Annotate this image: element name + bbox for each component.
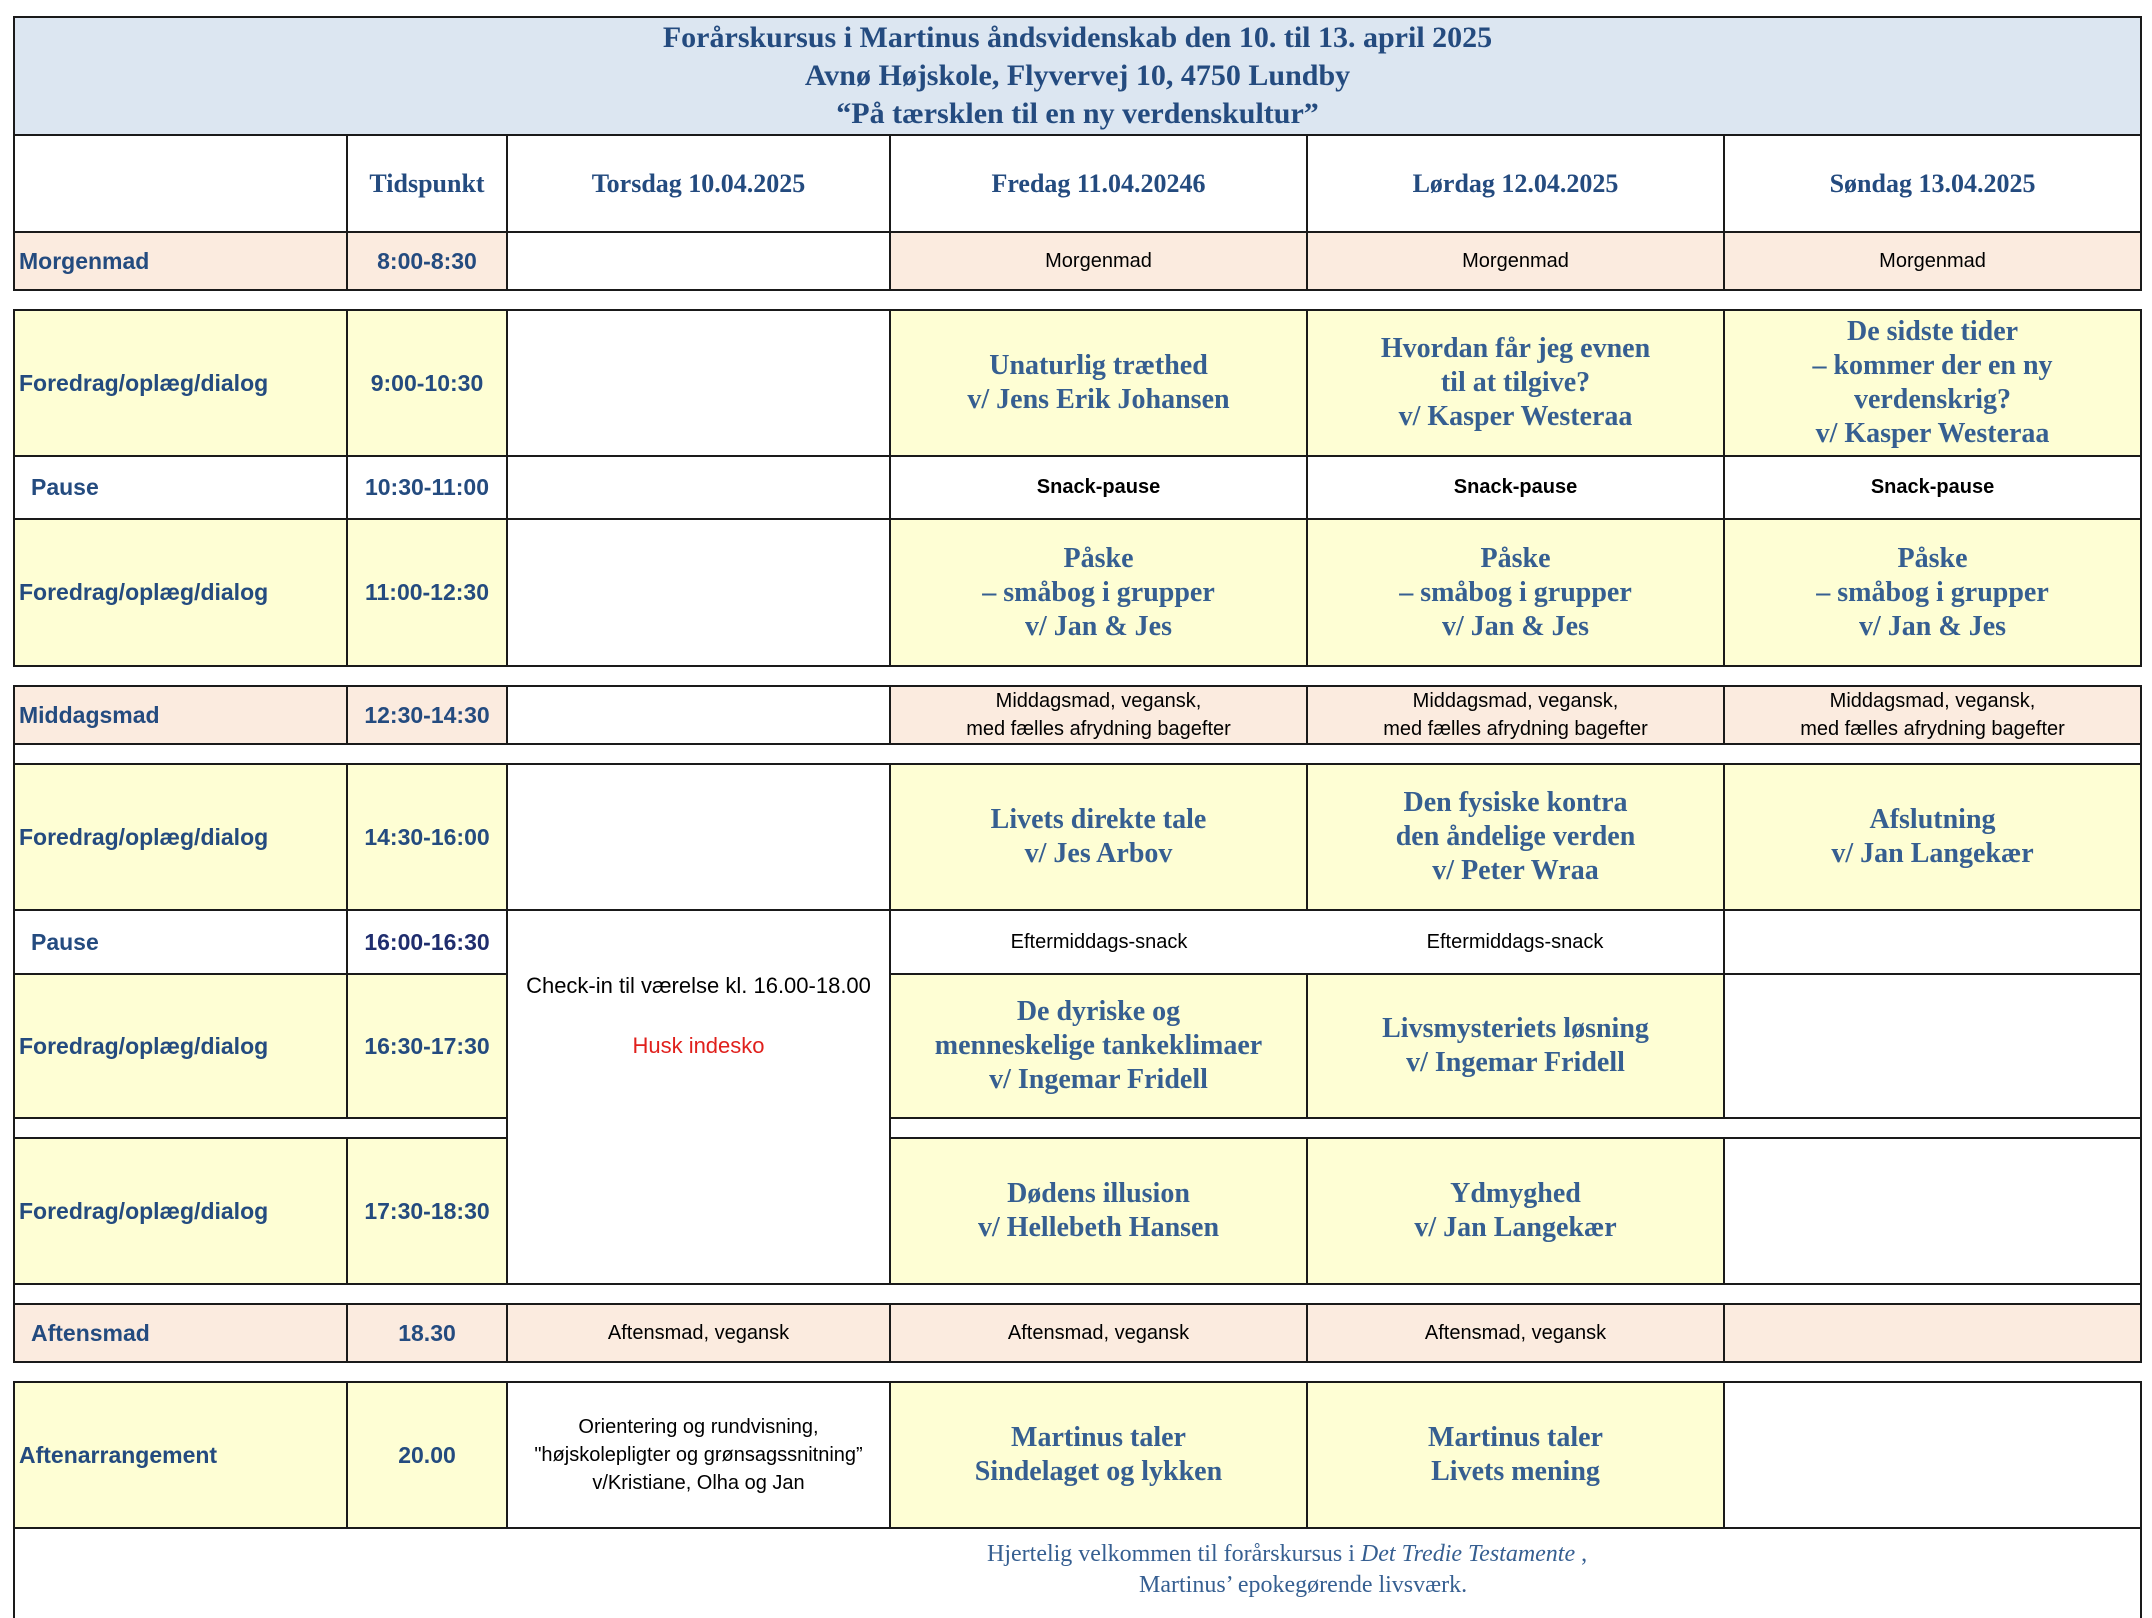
row-talk-5 <box>14 1138 2141 1284</box>
empty-cell <box>1724 974 2141 1118</box>
talk-saturday <box>1307 764 1724 910</box>
talk-title: Påske <box>1897 542 1968 574</box>
spacer-row <box>14 666 2141 686</box>
cell-thursday: Aftensmad, vegansk <box>507 1304 890 1362</box>
talk-title: Hvordan får jeg evnen <box>1380 333 1651 364</box>
cell-sunday: Snack-pause <box>1724 456 2141 519</box>
spacer-row <box>14 744 2141 764</box>
welcome-text <box>15 1539 2140 1601</box>
row-evening <box>14 1382 2141 1528</box>
course-theme: “På tærsklen til en ny verdenskultur” <box>836 97 1319 130</box>
spacer-row <box>14 290 2141 310</box>
evening-line: "højskolepligter og grønsagssnitning” <box>534 1444 863 1466</box>
row-time: 14:30-16:00 <box>347 764 507 910</box>
row-breakfast <box>14 232 2141 290</box>
talk-title-cont: – småbog i grupper <box>982 576 1215 608</box>
empty-cell <box>1724 910 2141 974</box>
talk-title-cont: – småbog i grupper <box>1816 576 2049 608</box>
row-time: 8:00-8:30 <box>347 232 507 290</box>
talk-title: Påske <box>1063 542 1134 574</box>
row-label: Foredrag/oplæg/dialog <box>14 310 347 456</box>
course-title-block <box>14 17 2141 135</box>
header-friday: Fredag 11.04.20246 <box>890 135 1307 232</box>
row-time: 11:00-12:30 <box>347 519 507 666</box>
cell-sunday <box>1724 686 2141 744</box>
talk-speaker: v/ Jan & Jes <box>1859 610 2007 642</box>
row-label: Foredrag/oplæg/dialog <box>14 1138 347 1284</box>
cell-thursday <box>507 1382 890 1528</box>
empty-cell <box>507 519 890 666</box>
talk-title: Unaturlig træthed <box>989 350 1208 381</box>
row-talk-3 <box>14 764 2141 910</box>
talk-friday <box>890 974 1307 1118</box>
talk-title-cont: til at tilgive? <box>1440 367 1591 398</box>
talk-friday <box>890 310 1307 456</box>
talk-title: De dyriske og <box>1016 996 1181 1027</box>
talk-subtitle: Sindelaget og lykken <box>974 1456 1223 1487</box>
header-time: Tidspunkt <box>347 135 507 232</box>
welcome-line-2: Martinus’ epokegørende livsværk. <box>1139 1572 1468 1598</box>
talk-friday <box>890 1382 1307 1528</box>
row-dinner <box>14 1304 2141 1362</box>
talk-speaker: v/ Jan Langekær <box>1831 838 2034 869</box>
meal-line: med fælles afrydning bagefter <box>1800 718 2065 740</box>
talk-speaker: v/ Jes Arbov <box>1024 838 1173 869</box>
row-talk-1 <box>14 310 2141 456</box>
schedule-frame <box>13 16 2140 1612</box>
header-sunday: Søndag 13.04.2025 <box>1724 135 2141 232</box>
header-thursday: Torsdag 10.04.2025 <box>507 135 890 232</box>
meal-line: med fælles afrydning bagefter <box>966 718 1231 740</box>
column-header-row <box>14 135 2141 232</box>
row-time: 16:00-16:30 <box>347 910 507 974</box>
row-label: Pause <box>14 456 347 519</box>
talk-speaker: v/ Jan Langekær <box>1414 1212 1617 1243</box>
meal-line: Middagsmad, vegansk, <box>995 690 1202 712</box>
empty-cell <box>507 310 890 456</box>
row-time: 16:30-17:30 <box>347 974 507 1118</box>
talk-saturday <box>1307 1138 1724 1284</box>
talk-speaker: v/ Ingemar Fridell <box>989 1064 1208 1095</box>
header-saturday: Lørdag 12.04.2025 <box>1307 135 1724 232</box>
row-label: Morgenmad <box>14 232 347 290</box>
talk-title: Den fysiske kontra <box>1403 787 1628 818</box>
evening-line: Orientering og rundvisning, <box>578 1416 819 1438</box>
empty-cell <box>1724 1304 2141 1362</box>
cell-friday: Morgenmad <box>890 232 1307 290</box>
checkin-text: Check-in til værelse kl. 16.00-18.00 <box>526 973 871 998</box>
empty-cell <box>507 232 890 290</box>
row-footer <box>14 1528 2141 1618</box>
row-time: 9:00-10:30 <box>347 310 507 456</box>
row-lunch <box>14 686 2141 744</box>
row-label: Foredrag/oplæg/dialog <box>14 519 347 666</box>
talk-title: De sidste tider <box>1846 316 2019 347</box>
spacer-row <box>14 1118 2141 1138</box>
checkin-note: Husk indesko <box>632 1033 765 1058</box>
cell-friday <box>890 686 1307 744</box>
empty-cell <box>507 764 890 910</box>
row-time: 12:30-14:30 <box>347 686 507 744</box>
row-talk-2 <box>14 519 2141 666</box>
talk-speaker: v/ Kasper Westeraa <box>1815 418 2050 449</box>
cell-saturday: Eftermiddags-snack <box>1307 910 1724 974</box>
checkin-cell <box>507 910 890 1284</box>
book-title: Det Tredie Testamente <box>1360 1541 1576 1567</box>
talk-title: Påske <box>1480 542 1551 574</box>
row-label: Aftenarrangement <box>14 1382 347 1528</box>
talk-speaker: v/ Jan & Jes <box>1442 610 1589 642</box>
talk-saturday <box>1307 310 1724 456</box>
cell-saturday: Snack-pause <box>1307 456 1724 519</box>
evening-line: v/Kristiane, Olha og Jan <box>592 1472 805 1494</box>
talk-title-cont: den åndelige verden <box>1395 821 1636 852</box>
row-label: Foredrag/oplæg/dialog <box>14 974 347 1118</box>
row-label: Foredrag/oplæg/dialog <box>14 764 347 910</box>
talk-speaker: v/ Kasper Westeraa <box>1398 401 1633 432</box>
row-label: Aftensmad <box>14 1304 347 1362</box>
row-label: Middagsmad <box>14 686 347 744</box>
footer-cell <box>14 1528 2141 1618</box>
talk-title: Dødens illusion <box>1007 1178 1190 1209</box>
row-time: 10:30-11:00 <box>347 456 507 519</box>
row-label: Pause <box>14 910 347 974</box>
cell-friday: Eftermiddags-snack <box>890 910 1307 974</box>
cell-saturday: Morgenmad <box>1307 232 1724 290</box>
talk-title: Afslutning <box>1869 804 1996 835</box>
cell-friday: Aftensmad, vegansk <box>890 1304 1307 1362</box>
cell-friday: Snack-pause <box>890 456 1307 519</box>
talk-title: Martinus taler <box>1011 1422 1186 1453</box>
row-pause-2 <box>14 910 2141 974</box>
cell-saturday: Aftensmad, vegansk <box>1307 1304 1724 1362</box>
talk-speaker: v/ Ingemar Fridell <box>1406 1047 1625 1078</box>
cell-sunday: Morgenmad <box>1724 232 2141 290</box>
meal-line: Middagsmad, vegansk, <box>1412 690 1619 712</box>
talk-title-cont: menneskelige tankeklimaer <box>934 1030 1263 1061</box>
talk-sunday <box>1724 519 2141 666</box>
talk-title: Livets direkte tale <box>990 804 1207 835</box>
talk-title: Livsmysteriets løsning <box>1382 1013 1649 1044</box>
talk-title: Ydmyghed <box>1450 1178 1581 1209</box>
talk-title-cont: – kommer der en ny <box>1812 350 2053 381</box>
blank-header-cell <box>14 135 347 232</box>
course-title: Forårskursus i Martinus åndsvidenskab den 10. til 13. april 2025 <box>662 21 1493 54</box>
talk-saturday <box>1307 519 1724 666</box>
empty-cell <box>1724 1138 2141 1284</box>
row-talk-4 <box>14 974 2141 1118</box>
talk-title: Martinus taler <box>1428 1422 1603 1453</box>
talk-subtitle: Livets mening <box>1431 1456 1600 1487</box>
talk-speaker: v/ Jens Erik Johansen <box>967 384 1230 415</box>
talk-title-cont: verdenskrig? <box>1853 384 2012 415</box>
welcome-line-1-end: , <box>1575 1541 1588 1567</box>
meal-line: Middagsmad, vegansk, <box>1829 690 2036 712</box>
row-time: 20.00 <box>347 1382 507 1528</box>
talk-title-cont: – småbog i grupper <box>1399 576 1632 608</box>
empty-cell <box>1724 1382 2141 1528</box>
meal-line: med fælles afrydning bagefter <box>1383 718 1648 740</box>
talk-sunday <box>1724 764 2141 910</box>
empty-cell <box>507 686 890 744</box>
empty-cell <box>507 456 890 519</box>
talk-speaker: v/ Hellebeth Hansen <box>977 1212 1220 1243</box>
talk-sunday <box>1724 310 2141 456</box>
course-location: Avnø Højskole, Flyvervej 10, 4750 Lundby <box>804 59 1351 92</box>
cell-saturday <box>1307 686 1724 744</box>
talk-friday <box>890 1138 1307 1284</box>
talk-speaker: v/ Jan & Jes <box>1025 610 1172 642</box>
talk-friday <box>890 764 1307 910</box>
spacer-row <box>14 1362 2141 1382</box>
row-pause-1 <box>14 456 2141 519</box>
schedule-table <box>13 16 2142 1618</box>
talk-saturday <box>1307 1382 1724 1528</box>
talk-friday <box>890 519 1307 666</box>
welcome-line-1: Hjertelig velkommen til forårskursus i <box>987 1541 1361 1567</box>
talk-speaker: v/ Peter Wraa <box>1432 855 1599 886</box>
talk-saturday <box>1307 974 1724 1118</box>
row-time: 18.30 <box>347 1304 507 1362</box>
spacer-row <box>14 1284 2141 1304</box>
row-time: 17:30-18:30 <box>347 1138 507 1284</box>
